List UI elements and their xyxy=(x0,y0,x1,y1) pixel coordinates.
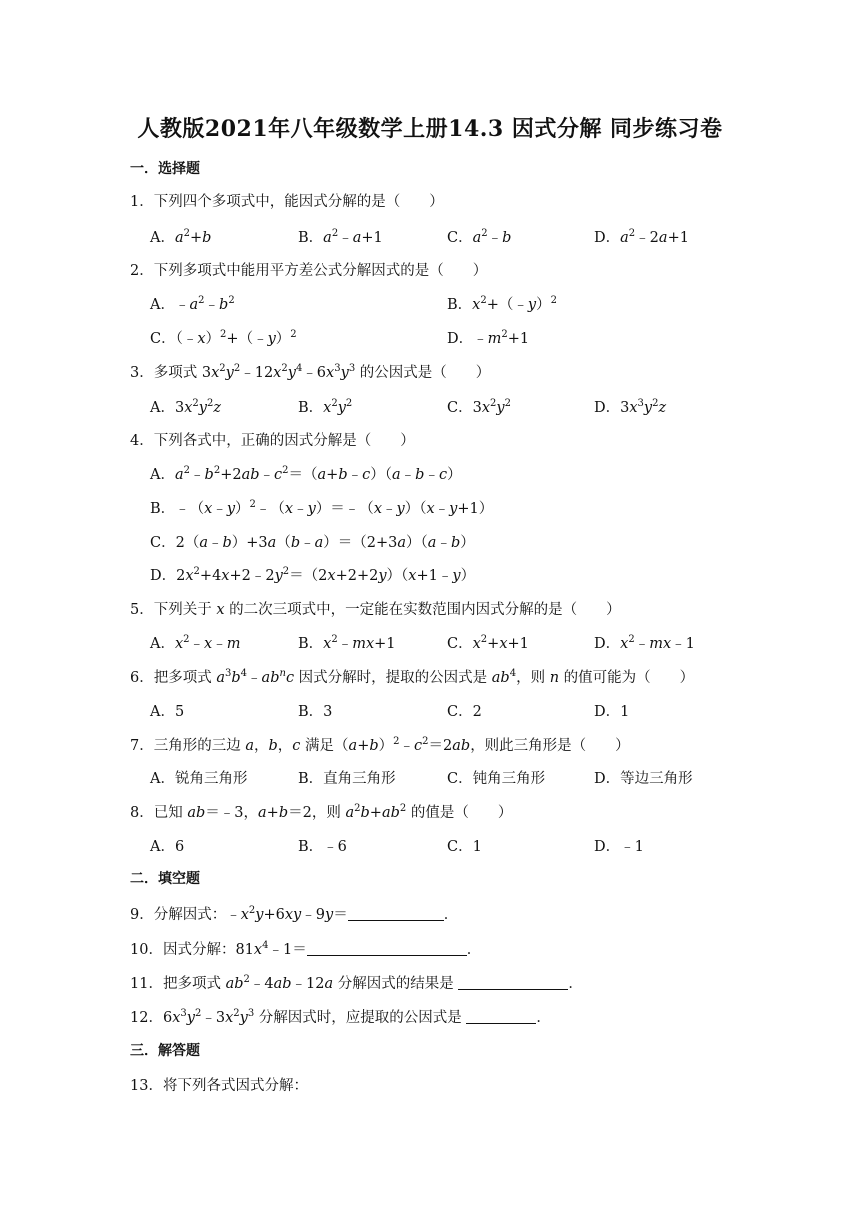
q8-option-b: B．﹣6 xyxy=(298,839,347,855)
q8-option-a: A．6 xyxy=(150,839,185,855)
section-choice-heading: 一．选择题 xyxy=(130,161,200,177)
question-3-stem: 3．多项式 $3x^2y^2﹣12x^2y^4﹣6x^3y^3$ 的公因式是（ ） xyxy=(130,363,491,381)
q7-option-d: D．等边三角形 xyxy=(594,771,693,787)
question-12-stem: 12．$6x^3y^2﹣3x^2y^3$ 分解因式时，应提取的公因式是 ． xyxy=(130,1008,551,1026)
section-fill-heading: 二．填空题 xyxy=(130,871,200,887)
q7-option-a: A．锐角三角形 xyxy=(150,771,248,787)
q5-option-b: B．$x^2﹣mx+1$ xyxy=(298,634,396,652)
q2-option-a: A．$﹣a^2﹣b^2$ xyxy=(150,295,235,313)
question-6-stem: 6．把多项式 $a^3b^4﹣ab^nc$ 因式分解时，提取的公因式是 $ab^4$，则 n 的值可能为（ ） xyxy=(130,668,695,686)
question-7-stem: 7．三角形的三边 a，b，c 满足$(a+b)^2﹣c^2=2ab$，则此三角形是（ ） xyxy=(130,736,630,754)
q6-option-a: A．5 xyxy=(150,704,185,720)
question-2-stem: 2．下列多项式中能用平方差公式分解因式的是（ ） xyxy=(130,263,488,279)
answer-blank-11[interactable] xyxy=(458,975,568,990)
q6-option-d: D．1 xyxy=(594,704,630,720)
q7-option-c: C．钝角三角形 xyxy=(447,771,546,787)
section-answer-heading: 三．解答题 xyxy=(130,1043,200,1059)
question-9-stem: 9．分解因式：$﹣x^2y+6xy﹣9y=$ ． xyxy=(130,905,459,923)
question-11-stem: 11．把多项式 $ab^2﹣4ab﹣12a$ 分解因式的结果是 ． xyxy=(130,974,583,992)
q3-option-b: B．$x^2y^2$ xyxy=(298,398,353,416)
answer-blank-10[interactable] xyxy=(307,941,467,956)
q8-option-d: D．﹣1 xyxy=(594,839,644,855)
q3-option-a: A．$3x^2y^2z$ xyxy=(150,398,221,416)
answer-blank-9[interactable] xyxy=(348,906,444,921)
q4-option-c: C．2（a﹣b）+3a（b﹣a）＝（2+3a）（a﹣b） xyxy=(150,535,475,551)
q7-option-b: B．直角三角形 xyxy=(298,771,396,787)
question-1-stem: 1．下列四个多项式中，能因式分解的是（ ） xyxy=(130,194,444,210)
q6-option-b: B．3 xyxy=(298,704,333,720)
question-10-stem: 10．因式分解：$81x^4﹣1=$ ． xyxy=(130,940,482,958)
q3-option-d: D．$3x^3y^2z$ xyxy=(594,398,667,416)
q2-option-c: C．（﹣x）$^2$+（﹣y）$^2$ xyxy=(150,329,297,347)
q1-option-a: A．$a^2+b$ xyxy=(150,228,212,246)
q4-option-b: B．﹣（x﹣y）$^2$﹣（x﹣y）＝﹣（x﹣y）（x﹣y+1） xyxy=(150,499,494,517)
q4-option-a: A．$a^2﹣b^2+2ab﹣c^2=(a+b﹣c)(a﹣b﹣c)$ xyxy=(150,465,462,483)
document-title: 人教版2021年八年级数学上册14.3 因式分解 同步练习卷 xyxy=(137,116,723,142)
q2-option-d: D．$﹣m^2+1$ xyxy=(447,329,530,347)
question-13-stem: 13．将下列各式因式分解： xyxy=(130,1078,308,1094)
q1-option-b: B．$a^2﹣a+1$ xyxy=(298,228,383,246)
q6-option-c: C．2 xyxy=(447,704,482,720)
q2-option-b: B．$x^2+(﹣y)^2$ xyxy=(447,295,557,313)
q1-option-c: C．$a^2﹣b$ xyxy=(447,228,512,246)
q5-option-a: A．$x^2﹣x﹣m$ xyxy=(150,634,241,652)
q5-option-d: D．$x^2﹣mx﹣1$ xyxy=(594,634,695,652)
question-5-stem: 5．下列关于 x 的二次三项式中，一定能在实数范围内因式分解的是（ ） xyxy=(130,602,621,618)
q8-option-c: C．1 xyxy=(447,839,482,855)
question-4-stem: 4．下列各式中，正确的因式分解是（ ） xyxy=(130,433,415,449)
q4-option-d: D．$2x^2+4x+2﹣2y^2=(2x+2+2y)(x+1﹣y)$ xyxy=(150,566,476,584)
q1-option-d: D．$a^2﹣2a+1$ xyxy=(594,228,689,246)
q5-option-c: C．$x^2+x+1$ xyxy=(447,634,529,652)
question-8-stem: 8．已知 ab＝﹣3，a+b＝2，则 $a^2b+ab^2$ 的值是（ ） xyxy=(130,803,513,821)
answer-blank-12[interactable] xyxy=(466,1009,536,1024)
q3-option-c: C．$3x^2y^2$ xyxy=(447,398,511,416)
